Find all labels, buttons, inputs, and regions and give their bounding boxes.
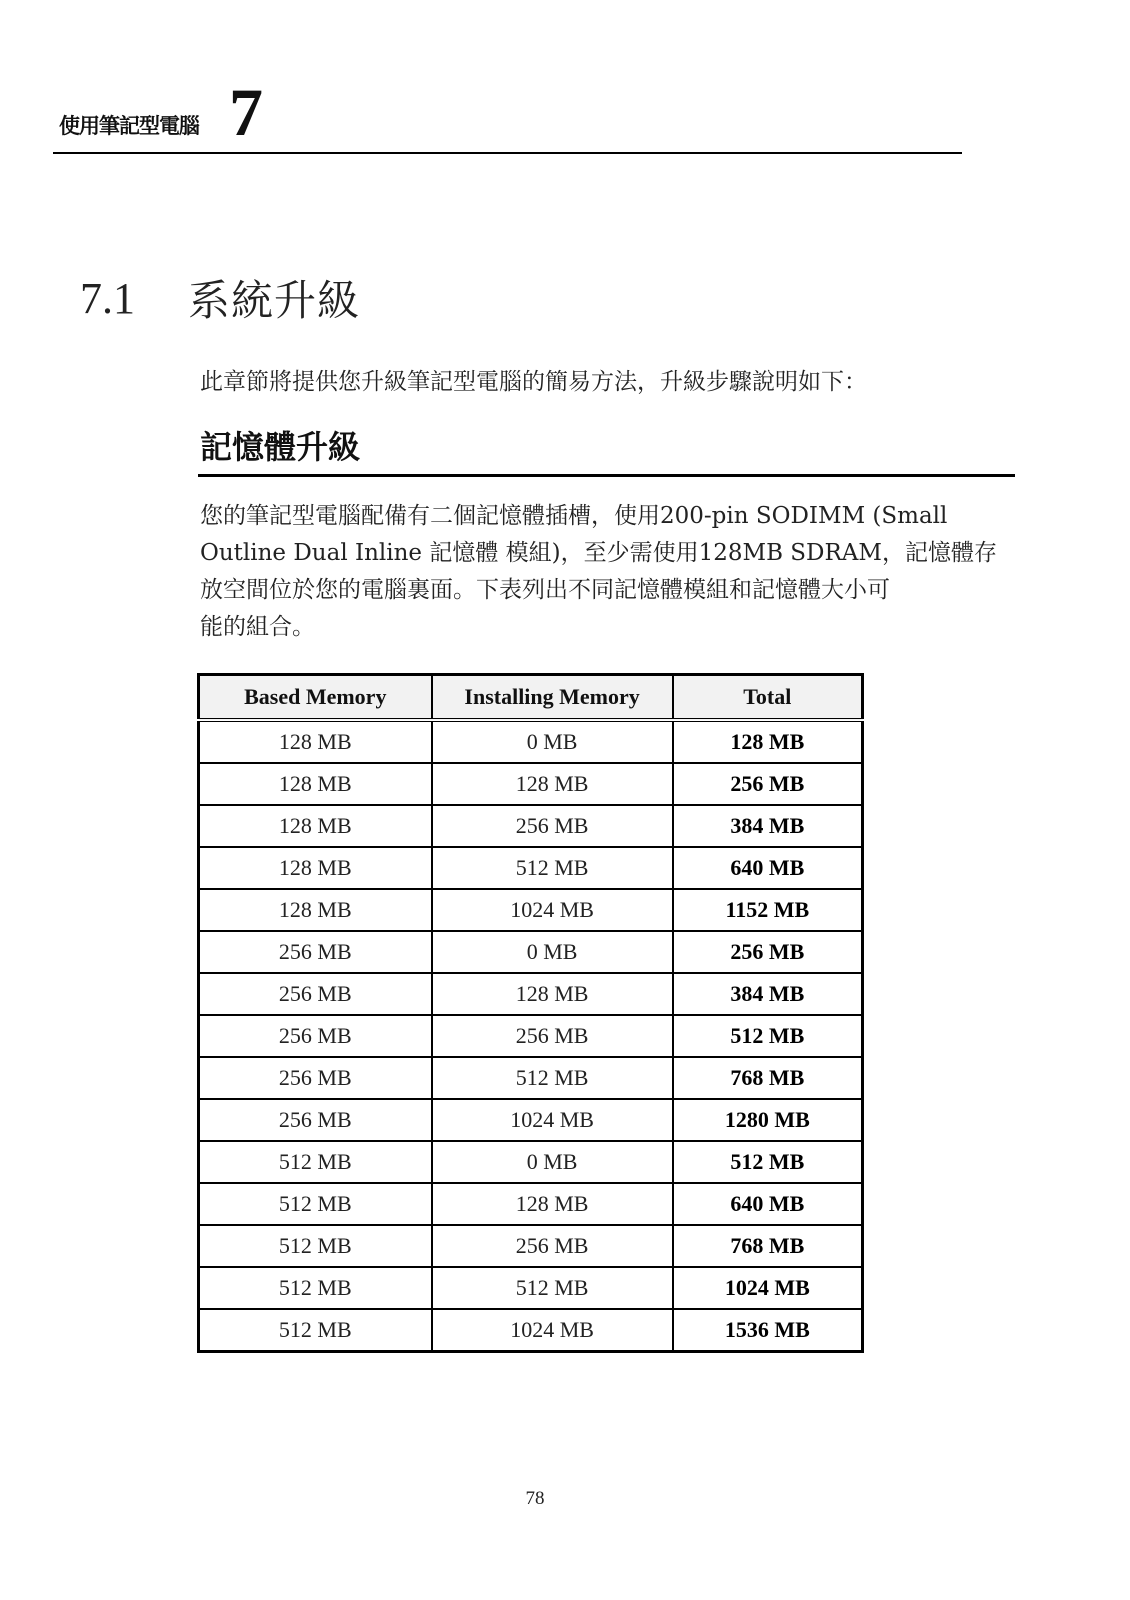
table-row xyxy=(199,720,863,763)
total-cell: 640 MB xyxy=(673,847,863,889)
table-row xyxy=(199,763,863,805)
total-cell: 640 MB xyxy=(673,1183,863,1225)
based-memory-cell: 256 MB xyxy=(199,931,432,973)
installing-memory-cell: 1024 MB xyxy=(432,1309,673,1352)
based-memory-cell: 256 MB xyxy=(199,1057,432,1099)
total-cell: 256 MB xyxy=(673,931,863,973)
installing-memory-cell: 128 MB xyxy=(432,1183,673,1225)
table-row xyxy=(199,847,863,889)
header-based-memory: Based Memory xyxy=(199,675,432,721)
installing-memory-cell: 0 MB xyxy=(432,1141,673,1183)
total-cell: 384 MB xyxy=(673,973,863,1015)
total-cell: 256 MB xyxy=(673,763,863,805)
installing-memory-cell: 1024 MB xyxy=(432,1099,673,1141)
subsection-title: 記憶體升級 xyxy=(200,428,361,466)
installing-memory-cell: 256 MB xyxy=(432,805,673,847)
section-name: 系統升級 xyxy=(188,276,361,325)
installing-memory-cell: 512 MB xyxy=(432,1057,673,1099)
based-memory-cell: 512 MB xyxy=(199,1309,432,1352)
table-row xyxy=(199,973,863,1015)
total-cell: 768 MB xyxy=(673,1225,863,1267)
table-row xyxy=(199,1267,863,1309)
total-cell: 1536 MB xyxy=(673,1309,863,1352)
paragraph-line: 能的組合。 xyxy=(200,614,315,640)
page-number: 78 xyxy=(525,1488,545,1509)
table-row xyxy=(199,889,863,931)
subsection-heading xyxy=(198,420,1015,477)
paragraph-line: 放空間位於您的電腦裏面。下表列出不同記憶體模組和記憶體大小可 xyxy=(200,577,890,603)
paragraph-line: Outline Dual Inline 記憶體 模組)，至少需使用128MB SDRAM，記憶體存 xyxy=(200,540,997,566)
chapter-header xyxy=(53,74,962,154)
memory-paragraph xyxy=(200,498,1015,646)
table-row xyxy=(199,1057,863,1099)
header-total: Total xyxy=(673,675,863,721)
section-number: 7.1 xyxy=(80,273,135,323)
installing-memory-cell: 256 MB xyxy=(432,1225,673,1267)
based-memory-cell: 256 MB xyxy=(199,1015,432,1057)
based-memory-cell: 256 MB xyxy=(199,1099,432,1141)
installing-memory-cell: 512 MB xyxy=(432,1267,673,1309)
chapter-label: 使用筆記型電腦 xyxy=(59,114,199,138)
total-cell: 1152 MB xyxy=(673,889,863,931)
based-memory-cell: 128 MB xyxy=(199,889,432,931)
total-cell: 512 MB xyxy=(673,1141,863,1183)
table-row xyxy=(199,1099,863,1141)
based-memory-cell: 128 MB xyxy=(199,720,432,763)
installing-memory-cell: 256 MB xyxy=(432,1015,673,1057)
table-row xyxy=(199,1225,863,1267)
table-header-row xyxy=(199,675,863,721)
header-installing-memory: Installing Memory xyxy=(432,675,673,721)
based-memory-cell: 512 MB xyxy=(199,1183,432,1225)
installing-memory-cell: 0 MB xyxy=(432,720,673,763)
table-row xyxy=(199,1141,863,1183)
installing-memory-cell: 0 MB xyxy=(432,931,673,973)
table-row xyxy=(199,1183,863,1225)
based-memory-cell: 512 MB xyxy=(199,1225,432,1267)
based-memory-cell: 256 MB xyxy=(199,973,432,1015)
installing-memory-cell: 128 MB xyxy=(432,973,673,1015)
based-memory-cell: 128 MB xyxy=(199,763,432,805)
installing-memory-cell: 1024 MB xyxy=(432,889,673,931)
section-title xyxy=(80,268,360,328)
based-memory-cell: 128 MB xyxy=(199,805,432,847)
memory-table xyxy=(197,673,864,1353)
based-memory-cell: 512 MB xyxy=(199,1141,432,1183)
total-cell: 128 MB xyxy=(673,720,863,763)
paragraph-line: 您的筆記型電腦配備有二個記憶體插槽，使用200-pin SODIMM (Small xyxy=(200,503,948,529)
total-cell: 768 MB xyxy=(673,1057,863,1099)
installing-memory-cell: 128 MB xyxy=(432,763,673,805)
section-intro: 此章節將提供您升級筆記型電腦的簡易方法，升級步驟說明如下： xyxy=(200,369,867,395)
total-cell: 1024 MB xyxy=(673,1267,863,1309)
table-row xyxy=(199,931,863,973)
table-row xyxy=(199,1015,863,1057)
table-row xyxy=(199,805,863,847)
based-memory-cell: 128 MB xyxy=(199,847,432,889)
table-row xyxy=(199,1309,863,1352)
chapter-number: 7 xyxy=(229,74,263,150)
total-cell: 512 MB xyxy=(673,1015,863,1057)
total-cell: 1280 MB xyxy=(673,1099,863,1141)
installing-memory-cell: 512 MB xyxy=(432,847,673,889)
based-memory-cell: 512 MB xyxy=(199,1267,432,1309)
total-cell: 384 MB xyxy=(673,805,863,847)
